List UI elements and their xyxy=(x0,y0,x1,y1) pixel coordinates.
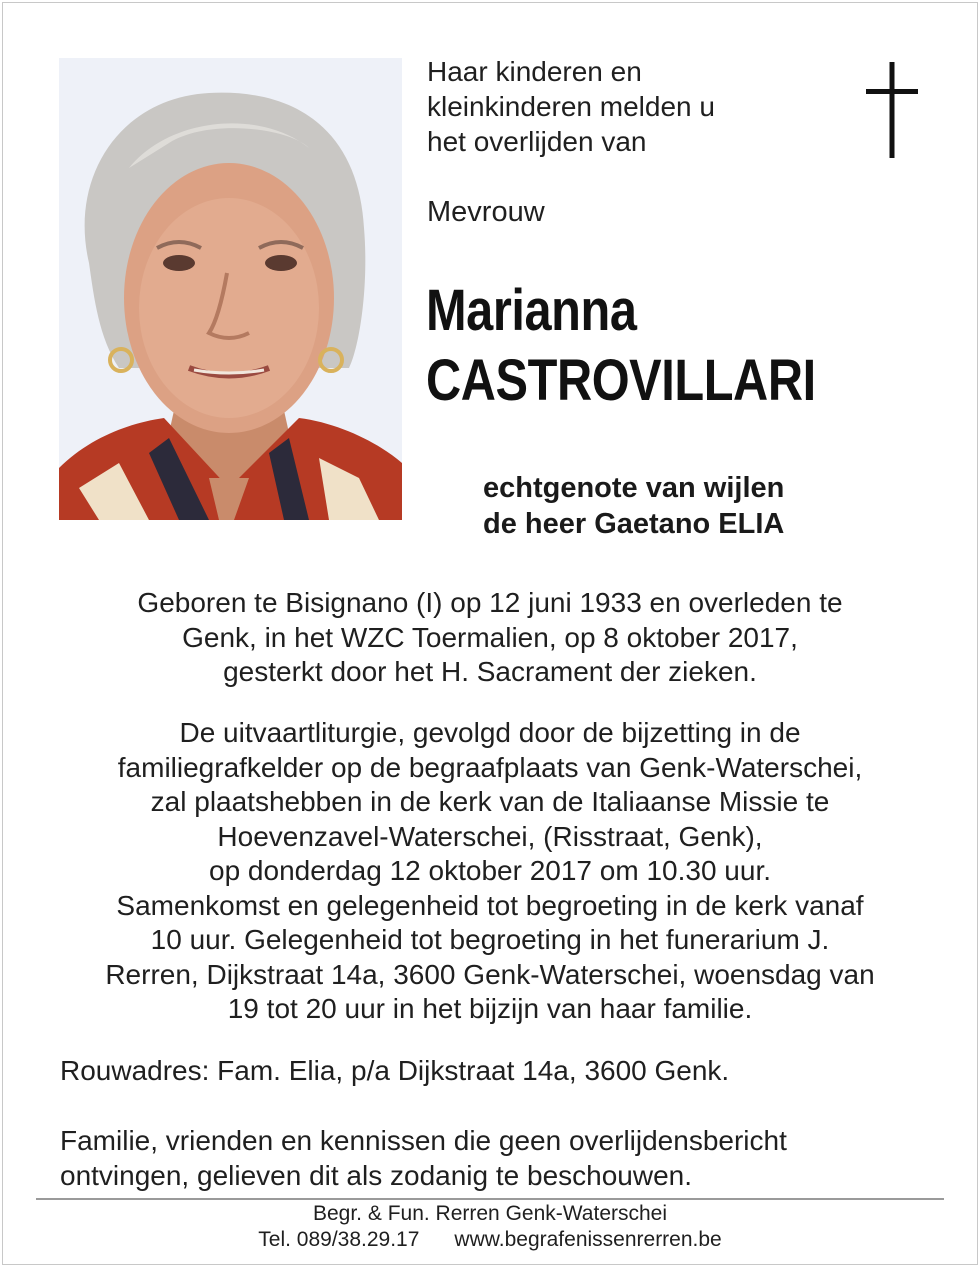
notice-line: ontvingen, gelieven dit als zodanig te beschouwen. xyxy=(60,1159,692,1191)
birth-line: Genk, in het WZC Toermalien, op 8 oktober 2017, xyxy=(182,621,798,653)
spouse-info xyxy=(483,470,784,542)
mourning-address xyxy=(60,1054,729,1089)
first-name: Marianna xyxy=(426,278,637,343)
last-name: CASTROVILLARI xyxy=(426,348,816,413)
funeral-line: 10 uur. Gelegenheid tot begroeting in het funerarium J. xyxy=(150,924,830,955)
footer-divider xyxy=(36,1198,944,1200)
funeral-home-name: Begr. & Fun. Rerren Genk-Waterschei xyxy=(312,1202,668,1225)
honorific-title: Mevrouw xyxy=(427,196,545,228)
announcement-intro xyxy=(427,54,715,159)
birth-line: Geboren te Bisignano (I) op 12 juni 1933 en overleden te xyxy=(137,587,843,618)
intro-line: Haar kinderen en xyxy=(427,56,642,87)
funeral-line: familiegrafkelder op de begraafplaats van Genk-Waterschei, xyxy=(117,751,863,783)
funeral-line: op donderdag 12 oktober 2017 om 10.30 uur. xyxy=(209,855,771,886)
funeral-home-footer xyxy=(180,1201,800,1253)
birth-line: gesterkt door het H. Sacrament der zieken. xyxy=(223,656,757,687)
portrait-illustration xyxy=(59,58,402,520)
spouse-line: de heer Gaetano ELIA xyxy=(483,508,785,540)
funeral-line: Rerren, Dijkstraat 14a, 3600 Genk-Waterschei, woensdag van xyxy=(105,958,875,990)
spouse-line: echtgenote van wijlen xyxy=(483,472,785,504)
notice-paragraph xyxy=(60,1124,787,1193)
portrait-photo xyxy=(59,58,402,520)
funeral-home-phone: Tel. 089/38.29.17 xyxy=(258,1228,420,1251)
funeral-line: De uitvaartliturgie, gevolgd door de bijzetting in de xyxy=(179,717,801,748)
funeral-line: Hoevenzavel-Waterschei, (Risstraat, Genk), xyxy=(217,820,763,852)
birth-death-paragraph xyxy=(40,586,940,690)
funeral-line: Samenkomst en gelegenheid tot begroeting in de kerk vanaf xyxy=(116,889,864,921)
funeral-home-website[interactable]: www.begrafenissenrerren.be xyxy=(454,1228,722,1251)
funeral-line: 19 tot 20 uur in het bijzijn van haar familie. xyxy=(227,993,753,1024)
intro-line: het overlijden van xyxy=(427,126,647,157)
cross-icon xyxy=(862,62,922,158)
funeral-line: zal plaatshebben in de kerk van de Italiaanse Missie te xyxy=(150,786,830,817)
intro-line: kleinkinderen melden u xyxy=(427,91,715,122)
deceased-name xyxy=(426,276,816,416)
notice-line: Familie, vrienden en kennissen die geen overlijdensbericht xyxy=(60,1125,787,1156)
address-line: Rouwadres: Fam. Elia, p/a Dijkstraat 14a, 3600 Genk. xyxy=(60,1055,730,1086)
funeral-paragraph xyxy=(40,716,940,1027)
funeral-home-contact xyxy=(180,1227,800,1253)
